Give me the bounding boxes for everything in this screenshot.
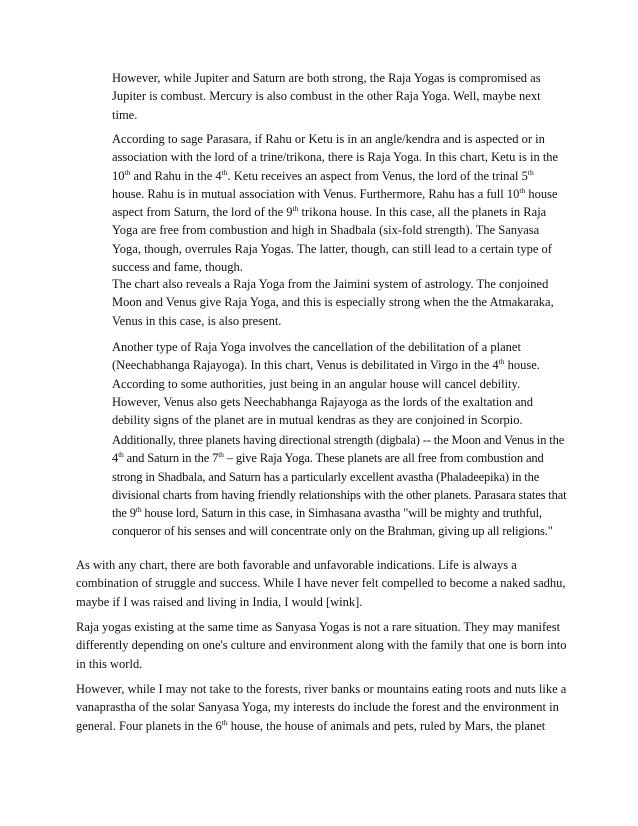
paragraph-text: Raja yogas existing at the same time as Sanyasa Yogas is not a rare situation. They may manifest differently depending on one's culture and environment along with the family that one is born into in this world.	[76, 620, 567, 671]
superscript: th	[221, 717, 228, 727]
paragraph-text: As with any chart, there are both favorable and unfavorable indications. Life is always a combination of struggle and success. While I have never felt compelled to become a naked sadhu, maybe if I was raised and living in India, I would [wink].	[76, 558, 566, 609]
paragraph-vanaprastha	[76, 680, 572, 735]
text-run: – give Raja Yoga. These planets are all free from combustion and strong in Shadbala, and Saturn has a particularly excellent avastha (Phaladeepika) in the divisional charts from having friendly relationships with the other planets. Parasara states that the 9	[112, 451, 567, 521]
paragraph-rahu-ketu-raja-yoga	[112, 130, 568, 276]
superscript: th	[221, 167, 228, 177]
text-run: and Saturn in the 7	[123, 451, 219, 466]
superscript: th	[292, 204, 299, 214]
text-run: Another type of Raja Yoga involves the cancellation of the debilitation of a planet (Neechabhanga Rajayoga). In this chart, Venus is debilitated in Virgo in the 4	[112, 340, 521, 373]
superscript: th	[135, 505, 142, 515]
text-run: However, while I may not take to the forests, river banks or mountains eating roots and nuts like a vanaprastha of the solar Sanyasa Yoga, my interests do include the forest and the environment in general. Four planets in the 6	[76, 682, 567, 733]
paragraph-sanyasa-yogas	[76, 618, 572, 673]
superscript: th	[118, 450, 124, 460]
text-run: and Rahu in the 4	[130, 168, 222, 183]
text-run: . Ketu receives an aspect from Venus, the lord of the trinal 5	[227, 168, 528, 183]
paragraph-text: The chart also reveals a Raja Yoga from the Jaimini system of astrology. The conjoined Moon and Venus give Raja Yoga, and this is especially strong when the the Atmakaraka, Venus in this case, is also present.	[112, 277, 554, 328]
paragraph-combust	[112, 69, 568, 124]
superscript: th	[527, 167, 534, 177]
text-run: house. Rahu is in mutual association with Venus. Furthermore, Rahu has a full 10	[112, 186, 520, 201]
paragraph-digbala	[112, 431, 568, 541]
text-run: house aspect from Saturn, the lord of the 9	[112, 186, 558, 220]
text-run: house lord, Saturn in this case, in Simhasana avastha	[141, 506, 404, 521]
superscript: th	[124, 167, 131, 177]
superscript: th	[218, 450, 224, 460]
paragraph-favorable-unfavorable	[76, 556, 572, 611]
quotation: "will be mighty and truthful, conqueror of his senses and will concentrate only on the Brahman, giving up all religions."	[112, 506, 553, 539]
paragraph-text: However, while Jupiter and Saturn are both strong, the Raja Yogas is compromised as Jupiter is combust. Mercury is also combust in the other Raja Yoga. Well, maybe next time.	[112, 71, 541, 122]
text-run: Additionally, three planets having directional strength (digbala) -- the Moon and Venus in the 4	[112, 433, 565, 466]
text-run: house, the house of animals and pets, ruled by Mars, the planet	[227, 718, 546, 733]
text-run: house. According to some authorities, just being in an angular house will cancel debility. However, Venus also gets Neechabhanga Rajayoga as the lords of the exaltation and debility signs of the planet are in mutual kendras as they are conjoined in Scorpio.	[112, 358, 540, 428]
superscript: th	[498, 357, 505, 367]
text-run: trikona house. In this case, all the planets in Raja Yoga are free from combustion and high in Shadbala (six-fold strength). The Sanyasa Yoga, though, overrules Raja Yogas. The latter, though, can still lead to a certain type of success and fame, though.	[112, 205, 552, 275]
paragraph-jaimini	[112, 275, 568, 330]
superscript: th	[519, 185, 526, 195]
text-run: According to sage Parasara, if Rahu or Ketu is in an angle/kendra and is aspected or in association with the lord of a trine/trikona, there is Raja Yoga. In this chart, Ketu is in the 10	[112, 132, 559, 183]
paragraph-neechabhanga	[112, 338, 568, 429]
